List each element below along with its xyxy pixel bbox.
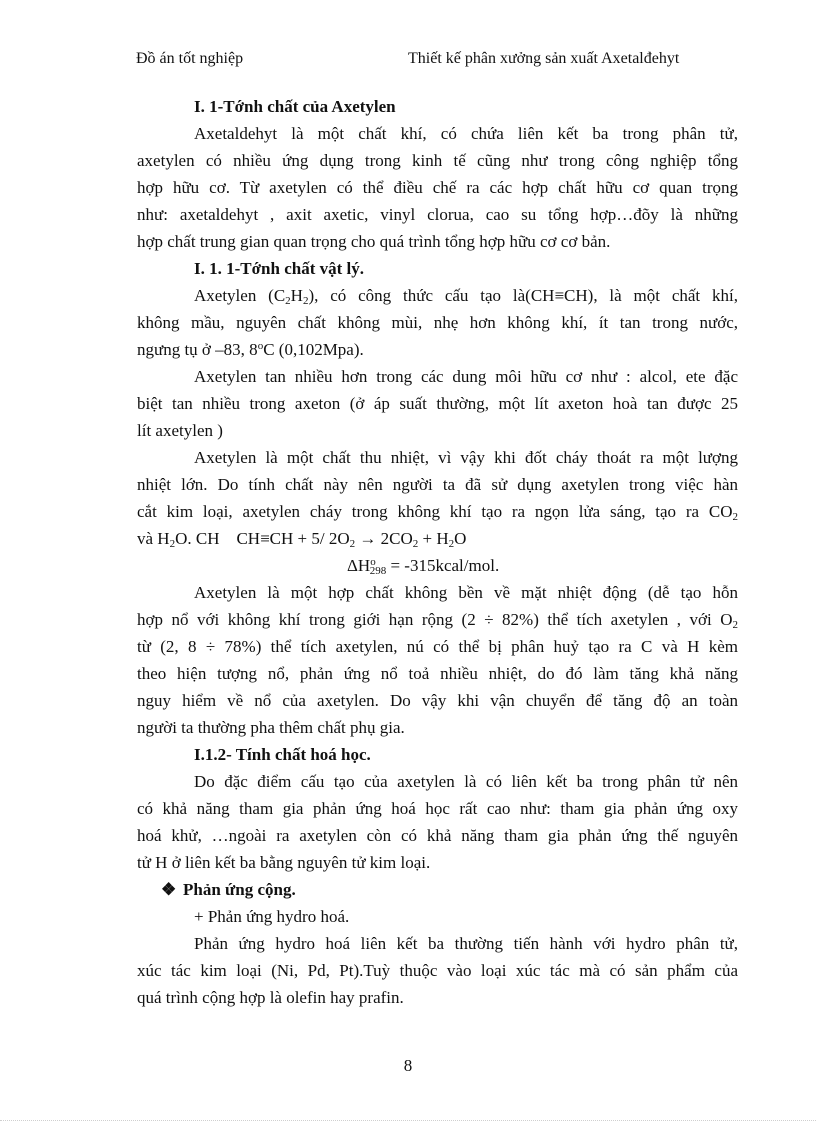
paragraph-line: người ta thường pha thêm chất phụ gia. [137,718,405,737]
bullet-heading: ❖ Phản ứng cộng. [137,876,738,903]
paragraph-line: nguy hiểm về nổ của axetylen. Do vậy khi vận chuyển để tăng độ an toàn [137,691,738,710]
paragraph-line: axetylen có nhiều ứng dụng trong kinh tế cũng như trong công nghiệp tổng [137,151,738,170]
paragraph-line: không mầu, nguyên chất không mùi, nhẹ hơn không khí, ít tan trong nước, [137,313,738,332]
paragraph-line: tử H ở liên kết ba bằng nguyên tử kim loại. [137,853,431,872]
subsection-heading: I. 1. 1-Tớnh chất vật lý. [194,259,364,278]
document-body [137,93,738,1011]
paragraph-line: lít axetylen ) [137,421,223,440]
paragraph-line: hợp chất trung gian quan trọng cho quá trình tổng hợp hữu cơ cơ bản. [137,232,611,251]
paragraph-line: cắt kim loại, axetylen cháy trong không khí tạo ra ngọn lửa sáng, tạo ra $CO_2$ [137,502,738,523]
reaction-equation: và $H_2O$. CH CH≡CH + 5/ $2O_2 \to 2CO_2 + H_2O$ [137,529,467,550]
page-bottom-border [0,1120,816,1121]
paragraph-line: như: axetaldehyt , axit axetic, vinyl clorua, cao su tổng hợp…đõy là những [137,205,738,224]
header-left: Đồ án tốt nghiệp [136,50,244,67]
page-number: 8 [403,1056,413,1075]
paragraph-line: hợp nổ với không khí trong giới hạn rộng (2 ÷ 82%) thể tích axetylen , với $O_2$ [137,610,738,631]
header-right: Thiết kế phân xưởng sản xuất Axetalđehyt [408,50,680,67]
paragraph-line: từ (2, 8 ÷ 78%) thể tích axetylen, nú có thể bị phân huỷ tạo ra C và H kèm [137,637,738,656]
paragraph-line: biệt tan nhiều trong axeton (ở áp suất thường, một lít axeton hoà tan được 25 [137,394,738,413]
diamond-bullet-icon: ❖ [161,880,177,899]
paragraph-line: có khả năng tham gia phản ứng hoá học rất cao như: tham gia phản ứng oxy [137,799,738,818]
page-header [136,50,734,72]
paragraph-line: quá trình cộng hợp là olefin hay prafin. [137,988,404,1007]
subsection-heading: I.1.2- Tính chất hoá học. [194,745,371,764]
paragraph-line: Axetylen là một chất thu nhiệt, vì vậy khi đốt cháy thoát ra một lượng [194,448,738,467]
paragraph-line: Axetaldehyt là một chất khí, có chứa liên kết ba trong phân tử, [194,124,738,143]
paragraph-line: hoá khử, …ngoài ra axetylen còn có khả năng tham gia phản ứng thế nguyên [137,826,738,845]
paragraph-line: + Phản ứng hydro hoá. [194,907,350,926]
paragraph-line: Axetylen $(C_2H_2)$, có công thức cấu tạo là(CH≡CH), là một chất khí, [194,286,738,307]
paragraph-line: theo hiện tượng nổ, phản ứng nổ toả nhiều nhiệt, do đó làm tăng khả năng [137,664,738,683]
paragraph-line: Phản ứng hydro hoá liên kết ba thường tiến hành với hydro phân tử, [194,934,738,953]
paragraph-line: Axetylen tan nhiều hơn trong các dung môi hữu cơ như : alcol, ete đặc [194,367,738,386]
paragraph-line: Axetylen là một hợp chất không bền về mặt nhiệt động (dễ tạo hỗn [194,583,738,602]
paragraph-line: Do đặc điểm cấu tạo của axetylen là có liên kết ba trong phân tử nên [194,772,738,791]
paragraph-line: xúc tác kim loại (Ni, Pd, Pt).Tuỳ thuộc vào loại xúc tác mà có sản phẩm của [137,961,738,980]
paragraph-line: hợp hữu cơ. Từ axetylen có thể điều chế ra các hợp chất hữu cơ quan trọng [137,178,738,197]
paragraph-line: ngưng tụ ở –83, 8$^o$C (0,102Mpa). [137,340,364,359]
section-heading: I. 1-Tớnh chất của Axetylen [194,97,396,116]
paragraph-line: nhiệt lớn. Do tính chất này nên người ta đã sử dụng axetylen trong việc hàn [137,475,738,494]
enthalpy-equation: $\Delta H^o_{298}$ = -315kcal/mol. [347,556,500,577]
